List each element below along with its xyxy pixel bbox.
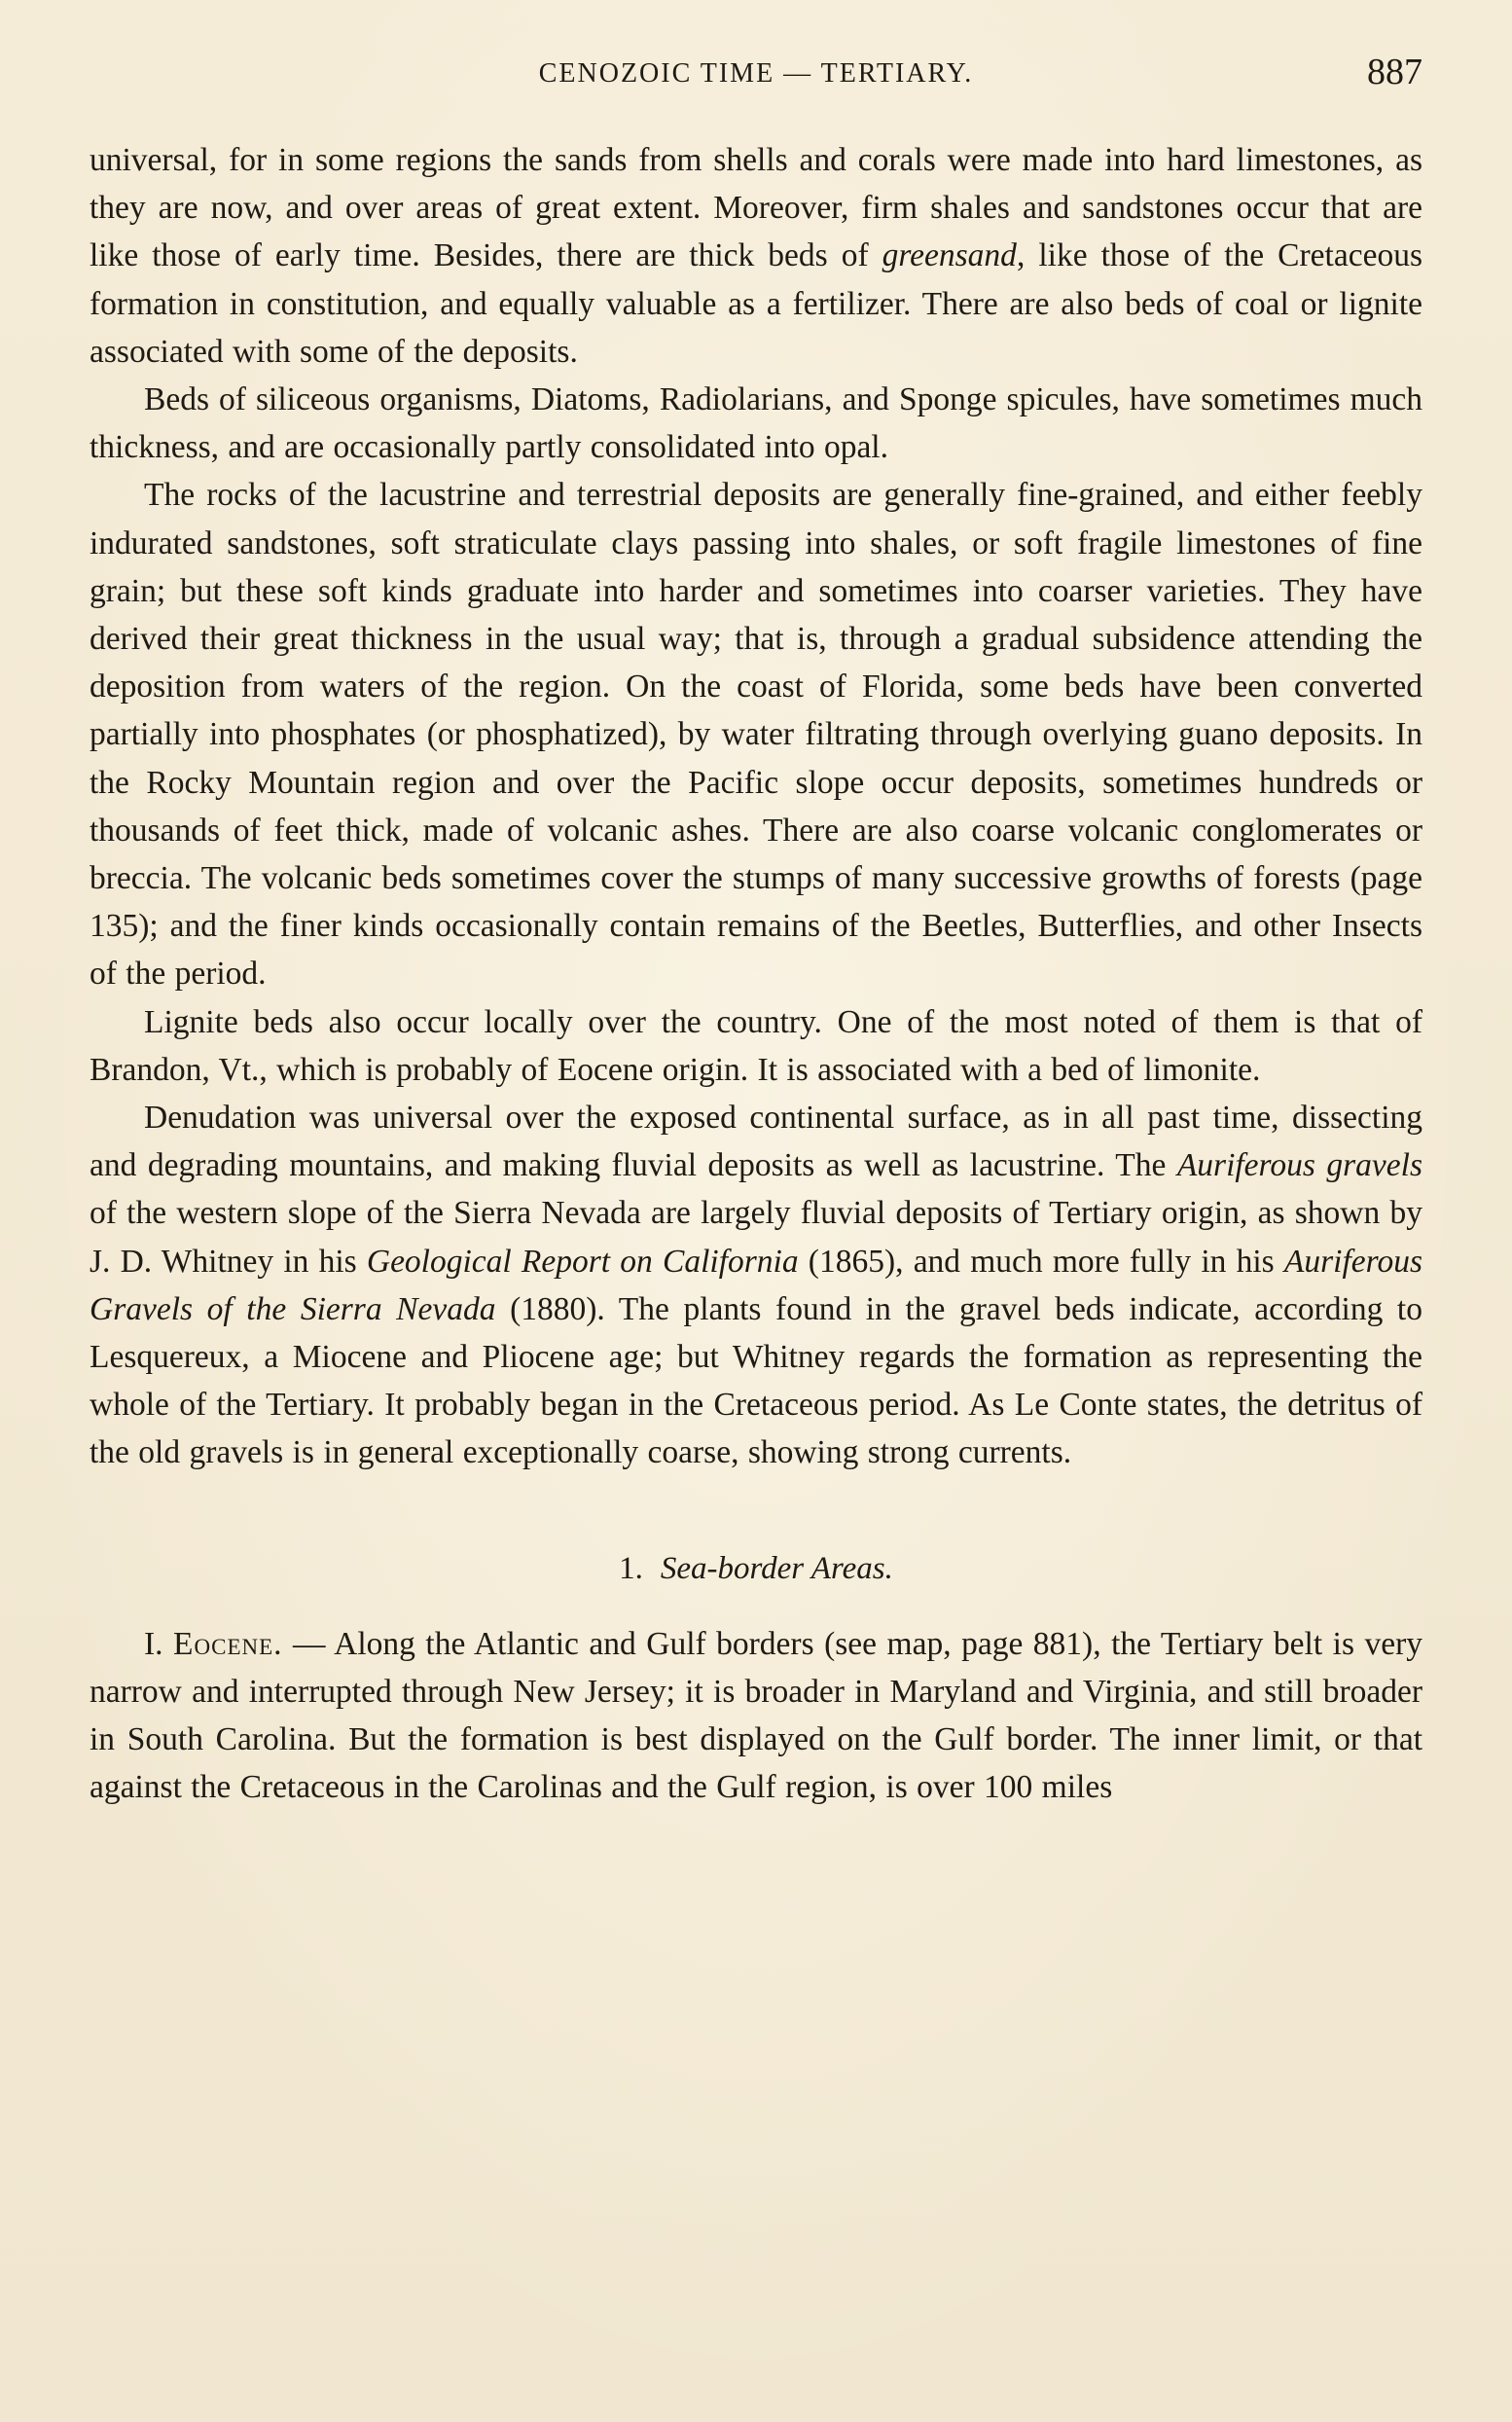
paragraph-eocene bbox=[90, 1620, 1422, 1812]
italic-term-auriferous-gravels: Auriferous gravels bbox=[1176, 1147, 1422, 1184]
text-run: (1880). The plants found in the gravel beds indicate, according to Lesquereux, a Miocene and Pliocene age; but Whitney regards the formation as representing the whole of the Tertiary. It probably began in the Cretaceous period. As Le Conte states, the detritus of the old gravels is in general exceptionally coarse, showing strong currents. bbox=[90, 1290, 1422, 1471]
paragraph-lacustrine-rocks: The rocks of the lacustrine and terrestrial deposits are generally fine-grained, and either feebly indurated sandstones, soft straticulate clays passing into shales, or soft fragile limestones of fine grain; but these soft kinds graduate into harder and sometimes into coarser varieties. They have derived their great thickness in the usual way; that is, through a gradual subsidence attending the deposition from waters of the region. On the coast of Florida, some beds have been converted partially into phosphates (or phosphatized), by water filtrating through overlying guano deposits. In the Rocky Mountain region and over the Pacific slope occur deposits, sometimes hundreds or thousands of feet thick, made of volcanic ashes. There are also coarse volcanic conglomerates or breccia. The volcanic beds sometimes cover the stumps of many successive growths of forests (page 135); and the finer kinds occasionally contain remains of the Beetles, Butterflies, and other Insects of the period. bbox=[90, 477, 1422, 993]
page-number: 887 bbox=[1367, 52, 1422, 92]
italic-title-auriferous-gravels: Auriferous Gravels of the Sierra Nevada bbox=[90, 1243, 1422, 1327]
paragraph-denudation bbox=[90, 1094, 1422, 1477]
text-run: Denudation was universal over the exposed continental surface, as in all past time, dissecting and degrading mountains, and making fluvial deposits as well as lacustrine. The bbox=[90, 1100, 1422, 1184]
paragraph-siliceous-organisms: Beds of siliceous organisms, Diatoms, Radiolarians, and Sponge spicules, have sometimes much thickness, and are occasionally partly consolidated into opal. bbox=[90, 381, 1422, 466]
running-head bbox=[90, 53, 1422, 111]
section-title: Sea-border Areas. bbox=[660, 1550, 893, 1586]
text-run: (1865), and much more fully in his bbox=[798, 1243, 1284, 1280]
text-run: , like those of the Cretaceous formation in constitution, and equally valuable as a fertilizer. There are also beds of coal or lignite associated with some of the deposits. bbox=[90, 237, 1422, 370]
section-heading bbox=[90, 1551, 1422, 1587]
body-text bbox=[90, 136, 1422, 1812]
text-run: — Along the Atlantic and Gulf borders (see map, page 881), the Tertiary belt is very narrow and interrupted through New Jersey; it is broader in Maryland and Virginia, and still broader in South Carolina. But the formation is best displayed on the Gulf border. The inner limit, or that against the Cretaceous in the Carolinas and the Gulf region, is over 100 miles bbox=[90, 1625, 1423, 1806]
section-number: 1. bbox=[619, 1550, 643, 1586]
paragraph-continuation bbox=[90, 136, 1422, 376]
italic-title-geological-report: Geological Report on California bbox=[366, 1243, 799, 1280]
paragraph-lignite-beds: Lignite beds also occur locally over the country. One of the most noted of them is that of Brandon, Vt., which is probably of Eocene origin. It is associated with a bed of limonite. bbox=[90, 1003, 1422, 1088]
eocene-label: Eocene. bbox=[173, 1625, 283, 1662]
text-run: of the western slope of the Sierra Nevada are largely fluvial deposits of Tertiary origin, as shown by J. D. Whitney in his bbox=[90, 1195, 1422, 1280]
italic-term-greensand: greensand bbox=[882, 237, 1017, 274]
text-run: universal, for in some regions the sands from shells and corals were made into hard limestones, as they are now, and over areas of great extent. Moreover, firm shales and sandstones occur that are like those of early time. Besides, there are thick beds of bbox=[90, 142, 1422, 274]
running-title: CENOZOIC TIME — TERTIARY. bbox=[538, 58, 974, 89]
eocene-prefix: I. bbox=[144, 1625, 174, 1662]
